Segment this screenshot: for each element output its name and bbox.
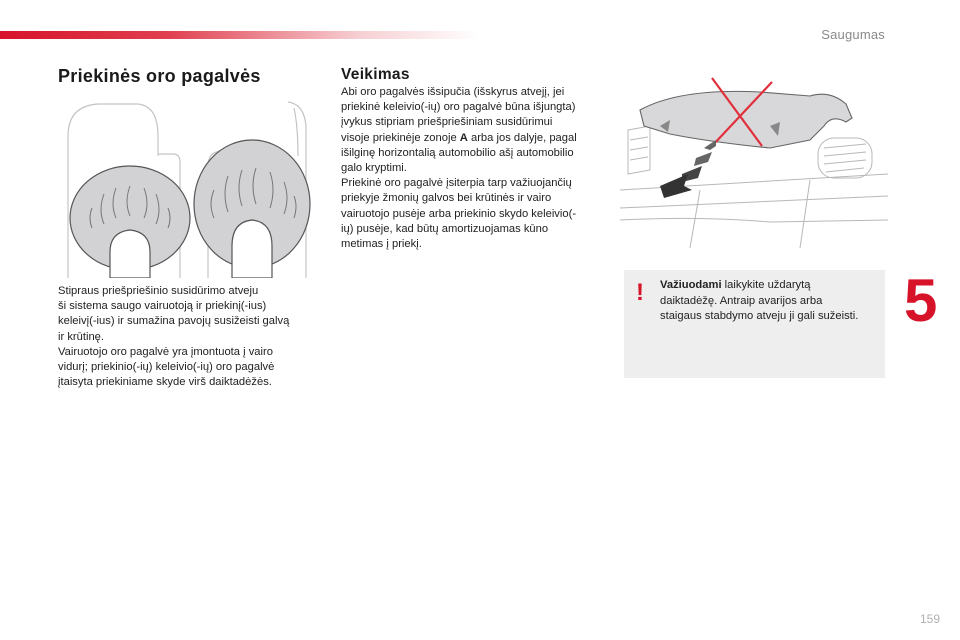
intro-paragraph: Stipraus priešpriešinio susidūrimo atveju ši sistema saugo vairuotoją ir priekinį(-ius) keleivį(-ius) ir sumažina pavojų susižeisti galvą ir krūtinę. Vairuotojo oro pagalvė yra įmontuota į vairo vidurį; priekinio(-ių) keleivio(-ių) oro pagalvė įtaisyta priekiniame skyde virš daiktadėžės. [58, 285, 290, 389]
warning-body: laikykite uždarytą daiktadėžę. Antraip avarijos arba staigaus stabdymo atveju ji gali sužeisti. [660, 279, 859, 322]
chapter-number: 5 [904, 267, 937, 334]
page-title: Priekinės oro pagalvės [58, 66, 261, 86]
dashboard-icon [640, 91, 852, 148]
section-heading: Veikimas [341, 66, 410, 83]
warning-icon: ! [636, 279, 644, 306]
section-name: Saugumas [821, 27, 885, 42]
warning-bold: Važiuodami [660, 279, 722, 291]
operation-text-1: Abi oro pagalvės išsipučia (išskyrus atvejį, jei priekinė keleivio(-ių) oro pagalvė būna išjungta) įvykus stipriam priešpriešiniam susidūrimui visoje priekinėje zonoje [341, 86, 576, 144]
operation-paragraph [341, 85, 606, 252]
passenger-airbag-icon [194, 140, 310, 278]
driver-airbag-icon [70, 166, 190, 278]
header-accent-bar [0, 31, 480, 39]
airbag-deployment-illustration [58, 96, 318, 278]
warning-text [660, 278, 878, 325]
zone-letter: A [459, 131, 468, 144]
operation-text-2: arba jos dalyje, pagal išilginę horizontalią automobilio ašį automobilio galo kryptimi. Priekinė oro pagalvė įsiterpia tarp važiuojančių priekyje žmonių galvos bei krūtinės ir vairo vairuotojo pusėje arba priekinio skydo keleivio(- ių) pusėje, kad būtų amortizuojamas kūno metimas į priekį. [341, 131, 577, 251]
page-number: 159 [919, 612, 940, 626]
arrow-down-icon [660, 140, 716, 198]
glovebox-illustration [620, 70, 888, 248]
